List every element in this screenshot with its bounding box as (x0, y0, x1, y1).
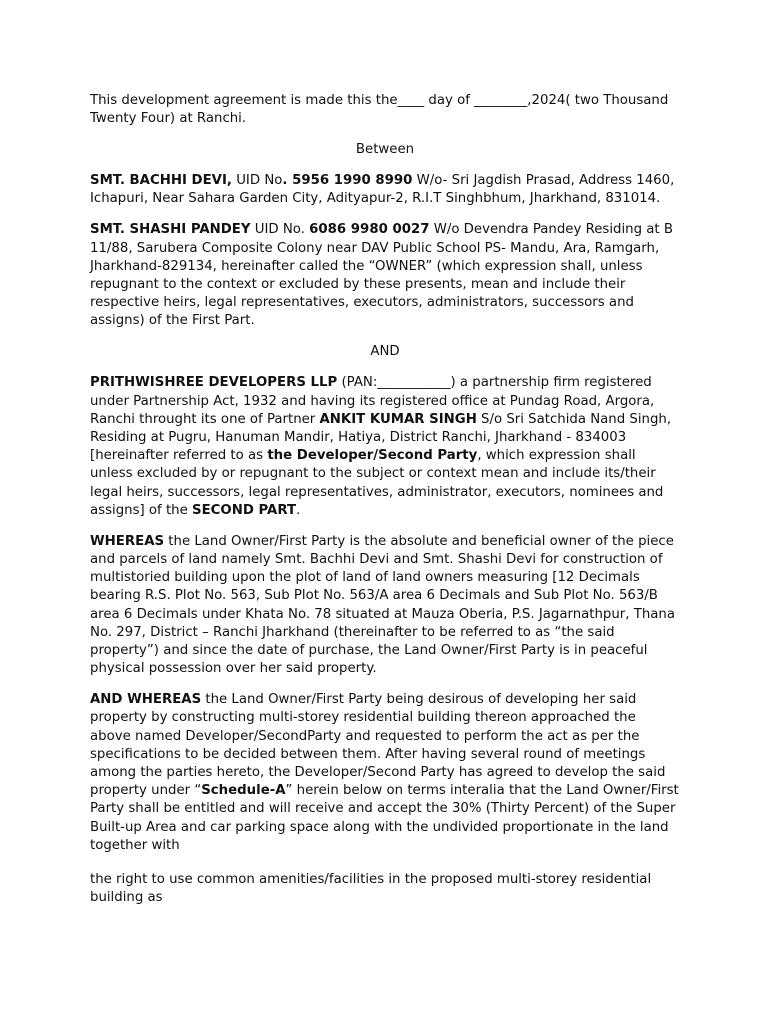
developer-name: PRITHWISHREE DEVELOPERS LLP (90, 375, 338, 391)
and-heading: AND (370, 344, 400, 360)
party1-uid-label: UID No (231, 173, 283, 189)
whereas-text-2b: ” herein below on terms interalia that the Land Owner/First Party shall be entitled and will receive and accept the 30% (Thirty Percent) of the Super Built-up Area and car parking space along with the undivided proportionate in the land together with (90, 783, 679, 853)
party2-paragraph (90, 221, 680, 330)
party2-uid: 6086 9980 0027 (309, 222, 430, 238)
developer-text-3: , which expression shall unless excluded by or repugnant to the subject or context mean and include its/their legal heirs, successors, legal representatives, administrator, executors, nominees and assigns] of the (90, 448, 664, 518)
continuation-paragraph: the right to use common amenities/facilities in the proposed multi-storey residential building as (90, 872, 652, 906)
party2-uid-label: UID No. (250, 222, 310, 238)
whereas-lead-2: AND WHEREAS (90, 692, 202, 708)
document-body (90, 92, 680, 920)
developer-text-4: . (296, 502, 301, 518)
whereas-paragraph-1 (90, 533, 680, 679)
whereas-text-2a: the Land Owner/First Party being desirous of developing her said property by constructing multi-storey residential building thereon approached the above named Developer/SecondParty and requested to perform the act as per the specifications to be decided between them. After having several round of meetings among the parties hereto, the Developer/Second Party has agreed to develop the said property under “ (90, 692, 666, 799)
intro-paragraph: This development agreement is made this the____ day of ________,2024( two Thousand Twenty Four) at Ranchi. (90, 93, 669, 127)
party1-name: SMT. BACHHI DEVI, (90, 173, 232, 189)
between-heading: Between (355, 142, 415, 158)
whereas-text-1: the Land Owner/First Party is the absolute and beneficial owner of the piece and parcels of land namely Smt. Bachhi Devi and Smt. Shashi Devi for construction of multistoried building upon the plot of land of land owners measuring [12 Decimals bearing R.S. Plot No. 563, Sub Plot No. 563/A area 6 Decimals and Sub Plot No. 563/B area 6 Decimals under Khata No. 78 situated at Mauza Oberia, P.S. Jagarnathpur, Thana No. 297, District – Ranchi Jharkhand (thereinafter to be referred to as “the said property”) and since the date of purchase, the Land Owner/First Party is in peaceful physical possession over her said property. (90, 533, 675, 677)
developer-text-2: S/o Sri Satchida Nand Singh, Residing at Pugru, Hanuman Mandir, Hatiya, District Ranchi, Jharkhand - 834003 [hereinafter referred to as (90, 411, 672, 464)
developer-referred-as: the Developer/Second Party (267, 448, 478, 464)
party2-details: W/o Devendra Pandey Residing at B 11/88, Sarubera Composite Colony near DAV Public School PS- Mandu, Ara, Ramgarh, Jharkhand-829134, hereinafter called the “OWNER” (which expression shall, unless repugnant to the context or excluded by these presents, mean and include their respective heirs, legal representatives, executors, administrators, successors and assigns) of the First Part. (90, 222, 673, 329)
second-part-label: SECOND PART (192, 502, 297, 518)
developer-partner: ANKIT KUMAR SINGH (319, 411, 477, 427)
party1-paragraph (90, 172, 680, 208)
whereas-lead-1: WHEREAS (90, 533, 165, 549)
developer-text-1: (PAN:___________) a partnership firm registered under Partnership Act, 1932 and having its registered office at Pundag Road, Argora, Ranchi throught its one of Partner (90, 375, 655, 427)
party1-uid: . 5956 1990 8990 (282, 173, 413, 189)
party1-details: W/o- Sri Jagdish Prasad, Address 1460, Ichapuri, Near Sahara Garden City, Adityapur-2, R.I.T Singhbhum, Jharkhand, 831014. (90, 173, 675, 207)
developer-paragraph (90, 374, 680, 520)
party2-name: SMT. SHASHI PANDEY (90, 222, 251, 238)
whereas-paragraph-2 (90, 691, 680, 855)
schedule-a-label: Schedule-A (201, 783, 286, 799)
